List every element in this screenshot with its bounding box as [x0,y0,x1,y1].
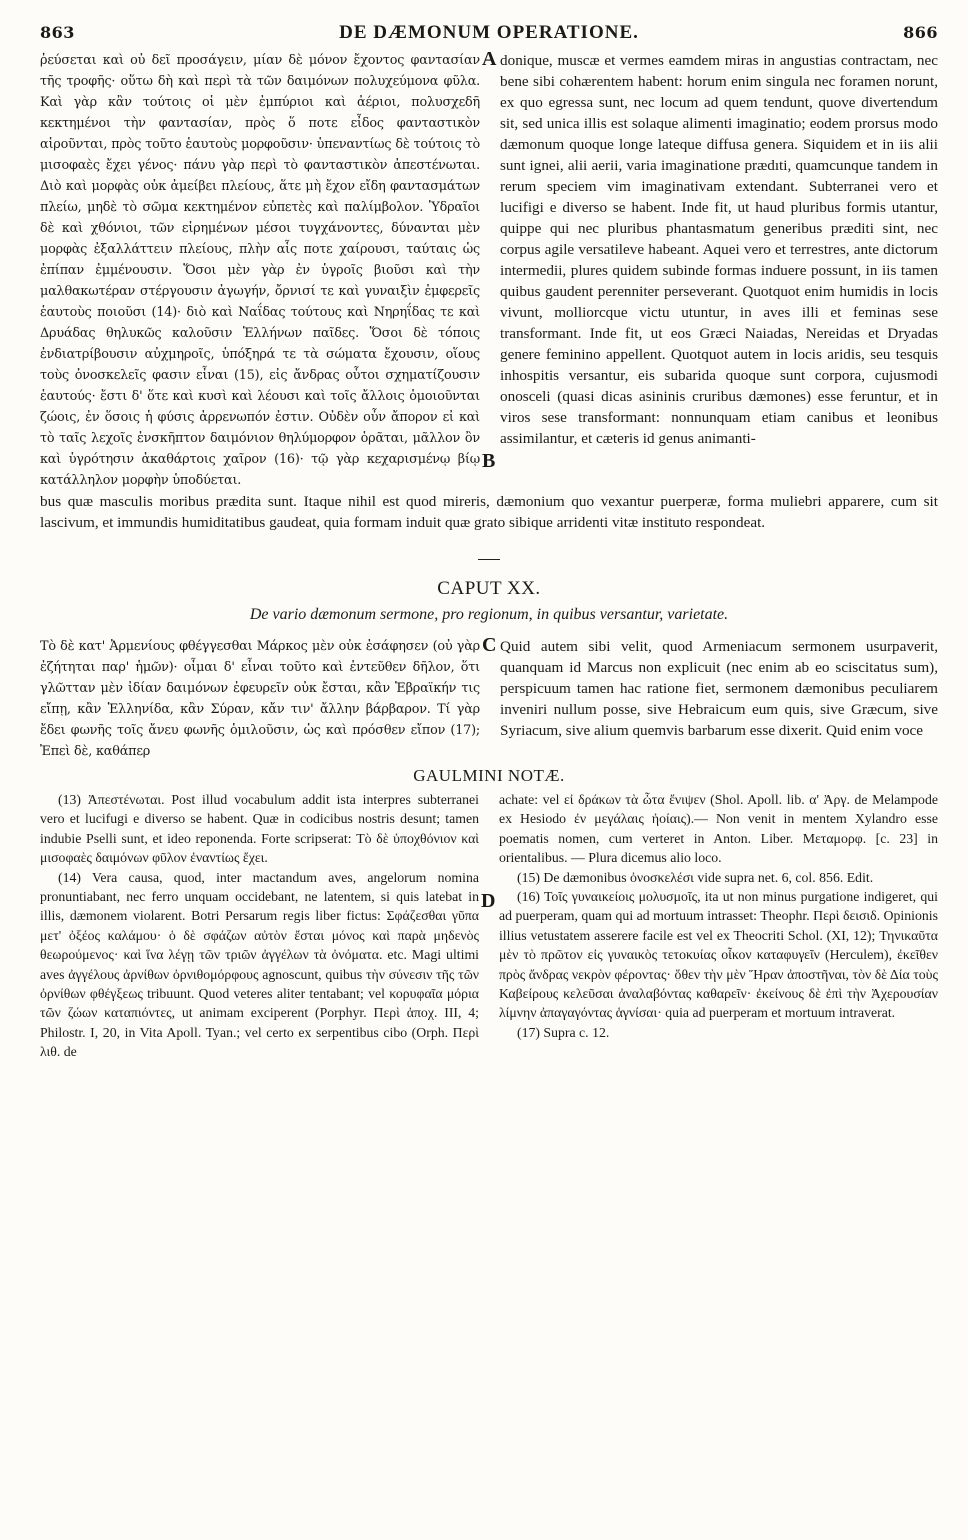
note-13: (13) Ἀπεστένωται. Post illud vocabulum addit ista interpres subterranei vero et lucifugi e diverso se habent. Quæ in codicibus nostris desunt; tamen indubie Pselli sunt, et ideo reponenda. Forte scripserat: Τὸ δὲ ὑποχθόνιον καὶ μισοφαὲς δαιμόνων φῦλον ἐναντίως ἔχει. [40,792,480,866]
page [40,22,938,1062]
margin-markers-d [479,790,499,912]
running-header [40,22,938,44]
notes-right-column [499,790,938,1042]
page-number-right: 866 [903,23,938,42]
chapter-greek-text: Τὸ δὲ κατ' Ἀρμενίους φθέγγεσθαι Μάρκος μὲν οὐκ ἐσάφησεν (οὐ γὰρ ἐζήτηται παρ' ἡμῶν)· οἶμαι δ' εἶναι τοῦτο καὶ ἐντεῦθεν δῆλον, ὅτι γλῶτταν μὲν ἰδίαν δαιμόνων ἐφευρεῖν οὐκ ἔσται, κἂν Ἑβραϊκήν τις εἴπῃ, κἂν Ἑλληνίδα, κἂν Σύραν, κἄν τιν' ἄλλην βάρβαρον. Τί γὰρ ἔδει φωνῆς τοῖς ἄνευ φωνῆς ὁμιλοῦσιν, ὡς καὶ πρόσθεν εἴπον (17); Ἐπεὶ δὲ, καθάπερ [40,639,480,759]
notes-section [40,790,938,1062]
chapter-title: CAPUT XX. [437,578,541,599]
latin-continuation: bus quæ masculis moribus prædita sunt. Itaque nihil est quod mireris, dæmonium quo vexantur puerperæ, forma muliebri apparere, cum sit lascivum, et immundis humiditatibus gaudeat, quia formam induit quæ grato sibique arridenti vitæ instituto respondeat. [40,493,938,531]
chapter-latin-text: Quid autem sibi velit, quod Armeniacum sermonem usurpaverit, quanquam id Marcus non explicuit (nec enim ab eo sciscitatus sum), perspicuum tamen hac ratione fiet, sermonem dæmonibus peculiarem inveniri nullum posse, sive Hebraicum eum quis, sive Græcum, sive Syriacum, sive alium quemvis barbarum esse dixerit. Quid enim voce [500,638,938,739]
note-17: (17) Supra c. 12. [516,1024,610,1040]
margin-markers-c [480,634,500,656]
note-14-continued: achate: vel εἰ δράκων τὰ ὦτα ἔνιψεν (Shol. Apoll. lib. α' Ἀργ. de Melampode ex Hesiodo ἐν μεγάλαις ἠοίαις).— Non venit in mentem Xylandro esse poematis nomen, cum verteret in Anton. Liber. Μεταμορφ. [c. 23] in orientalibus. — Plura dicemus alio loco. [498,792,938,866]
marker-b: B [482,450,496,472]
section-divider [478,559,500,560]
chapter-parallel-text [40,636,938,762]
page-number-left: 863 [40,23,75,42]
marker-d: D [481,890,496,912]
notes-title: GAULMINI NOTÆ. [413,766,565,785]
chapter-subtitle: De vario dæmonum sermone, pro regionum, in quibus versantur, varietate. [249,606,729,623]
note-16: (16) Τοῖς γυναικείοις μολυσμοῖς, ita ut non minus purgatione indigeret, qui ad puerperam, quam qui ad mortuum intrasset: Theophr. Περὶ δεισιδ. Opinionis illius vetustatem asserere facile est vel ex Theocriti Schol. (XI, 12); Τηνικαῦτα μὲν τὸ πρῶτον εἰς γυναικὸς τετοκυίας οἶκον καταφυγεῖν (Herculem), ἐκεῖθεν πρὸς ἄνδρας νεκρὸν φέροντας· ὅθεν τὴν μὲν Ἥραν ἀποστῆναι, τὸν δὲ Δία τοὺς Καβείρους κελεῦσαι ἀναλαβόντας καθαρεῖν· ἐκείνους δὲ ἐπὶ τὴν Ἀχερουσίαν λίμνην ἀπαγαγόντας ἁγνίσαι· quia ad puerperam et mortuum intraverat. [498,889,938,1021]
marker-c: C [482,634,497,656]
note-14: (14) Vera causa, quod, inter mactandum aves, angelorum nomina pronuntiabant, nec ferro unquam occidebant, ne latentem, si quis latebat in illis, dæmonem violarent. Botri Persarum regis liber fictus: Σφάζεσθαι γῦπα μετ' ὀξέος καλάμου· ὁ δὲ σφάζων αὐτὸν ἔσται μόνος καὶ παρὰ μηδενὸς θεωρούμενος· καὶ ἵνα λέγῃ τῶν τριῶν ἀγγέλων τὰ ὀνόματα. etc. Magi ultimi aves ἀγγέλους ἀρνίθων ὀρνιθομόρφους agnoscunt, quibus τὴν σύνεσιν τῆς τῶν ὀρνίθων φθέγξεως tribuunt. Quod veteres aliter tentabant; vel κορυφαῖα μόρια τῶν ζώων καταπιόντες, ut animam exciperent (Porphyr. Περὶ ἀποχ. III, 4; Philostr. I, 20, in Vita Apoll. Tyan.; vel certo ex serpentibus cibo (Orph. Περὶ λιθ. de [40,869,480,1060]
latin-text: donique, muscæ et vermes eamdem miras in angustias contractam, nec bene sibi cohærentem habent: horum enim singula nec foramen norunt, ex quo egressa sunt, nec locum ad quem tendunt, quove divertendum sit, sed unica illis est solaque alimenti imaginatio; eodem prorsus modo dæmonum quoque longe lateque diffusa genera. Siquidem et in iis alii sunt ignei, alii aerii, varia imaginatione prædıti, quamcunque tandem in rerum speciem vim imaginativam extendant. Subterranei vero et lucifigi e diverso se habent. Inde fit, ut haud pluribus formis utantur, quippe qui nec pluribus phantasmatum generibus præditi sint, nec corpus agile versatileve habeant. Aquei vero et terrestres, ante dictorum intermedii, plures quidem subinde formas induere possunt, in iis tamen quibus gaudent perenniter perseverant. Quotquot enim humidis in locis vivunt, molliorcque victu utuntur, in aves illi et feminas sese transformant. Inde fit, ut eos Græci Naiadas, Nereidas et Dryadas genere feminino appellent. Quotquot autem in locis aridis, seu tesquis inhospitis versantur, eis subarida quoque sunt corpora, cujusmodi onosceli (quasi dicas asininis cruribus dæmones) esse feruntur, et in viros sese transformant: nonnunquam etiam canibus et leonibus assimilantur, et cæteris id genus animanti- [500,52,938,447]
notes-left-column [40,790,479,1062]
marker-a: A [482,48,497,70]
running-title: DE DÆMONUM OPERATIONE. [339,22,639,43]
section-parallel-text [40,50,938,491]
note-15: (15) De dæmonibus ὀνοσκελέσι vide supra net. 6, col. 856. Edit. [516,869,874,885]
margin-markers [480,48,500,472]
greek-text: ῥεύσεται καὶ οὐ δεῖ προσάγειν, μίαν δὲ μόνον ἔχοντος φαντασίαν τῆς τροφῆς· οὕτω δὴ καὶ περὶ τὰ τῶν δαιμόνων πολυχεύμονα φῦλα. Καὶ γὰρ κἂν τούτοις οἱ μὲν ἐμπύριοι καὶ ἀέριοι, πολυσχεδῆ κεκτημένοι τὴν φαντασίαν, πρὸς ὅ ποτε εἶδος φανταστικὸν αἱροῦνται, πρὸς τοῦτο ἑαυτοὺς μορφοῦσιν· ὑπεναντίως δὲ τούτοις τὸ μισοφαὲς ἔχει γένος· πάνυ γὰρ περὶ τὸ φανταστικὸν ἀπεστένωται. Διὸ καὶ μορφὰς οὐκ ἀμείβει πλείους, ἅτε μὴ ἔχον εἴδη φαντασμάτων πλείω, μηδὲ τὸ σῶμα κεκτημένον εὐπετὲς καὶ παλίμβολον. Ὑδραῖοι δὲ καὶ χθόνιοι, τῶν εἰρημένων μέσοι τυγχάνοντες, δύνανται μὲν μορφὰς ἐξαλλάττειν πλείους, πλὴν αἷς ποτε χαίρουσι, ταύταις ὡς ἐπίπαν ἐμμένουσιν. Ὅσοι μὲν γὰρ ἐν ὑγροῖς βιοῦσι καὶ τὴν μαλθακωτέραν στέργουσιν ἀγωγήν, ὄρνισί τε καὶ γυναιξὶν ἐμφερεῖς ἑαυτοὺς ποιοῦσι (14)· διὸ καὶ Ναΐδας τούτους καὶ Νηρηΐδας τε καὶ Δρυάδας θηλυκῶς καλοῦσιν Ἑλλήνων παῖδες. Ὅσοι δὲ τόποις ἐνδιατρίβουσιν αὐχμηροῖς, ὑπόξηρά τε τὰ σώματα ἔχουσιν, οἵους τοὺς ὀνοσκελεῖς φασιν εἶναι (15), εἰς ἄνδρας οὗτοι σχηματίζουσιν ἑαυτούς· ἔστι δ' ὅτε καὶ κυσὶ καὶ λέουσι καὶ τοῖς ἄλλοις ὁμοιοῦνται ζώοις, ἐν ὅσοις ἡ φύσις ἀρρενωπόν ἐστιν. Οὐδὲν οὖν ἄπορον εἰ καὶ τὸ ταῖς λεχοῖς ἐνσκῆπτον δαιμόνιον θηλύμορφον ὁρᾶται, μᾶλλον ὂν καὶ ὑγρότησιν ἀκαθάρτοις χαῖρον (16)· τῷ γὰρ κεχαρισμένῳ βίῳ κατάλληλον μορφὴν ὑποδύεται. [40,53,480,488]
